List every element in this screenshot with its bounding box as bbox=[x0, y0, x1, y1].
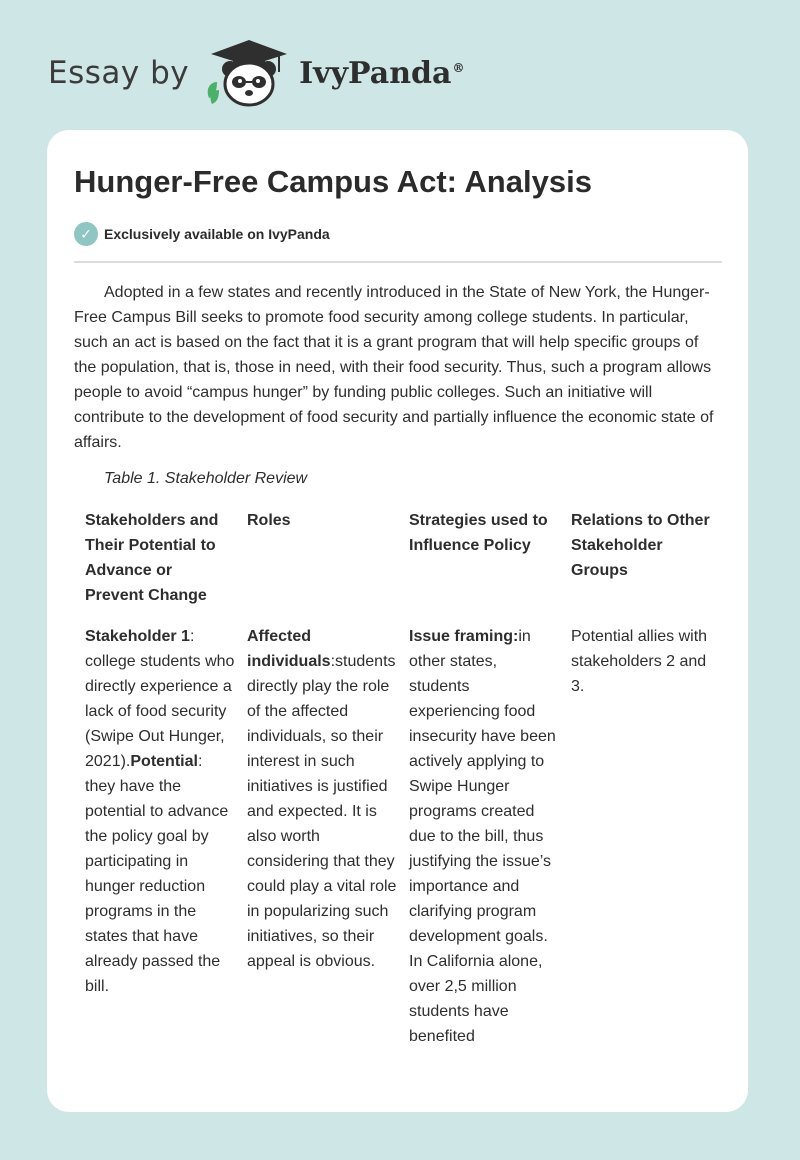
table-header-strategies: Strategies used to Influence Policy bbox=[409, 512, 548, 554]
intro-paragraph: Adopted in a few states and recently introduced in the State of New York, the Hunger-Free Campus Bill seeks to promote food security among college students. In particular, such an act is based on the fact that it is a grant program that will help specific groups of the population, that is, those in need, with their food security. Thus, such a program allows people to avoid “campus hunger” by funding public colleges. Such an initiative will contribute to the development of food security and partially influence the economic state of affairs. bbox=[74, 284, 714, 451]
table-caption: Table 1. Stakeholder Review bbox=[104, 470, 308, 487]
essay-card bbox=[47, 130, 748, 1112]
check-icon: ✓ bbox=[74, 222, 98, 246]
divider bbox=[74, 261, 722, 263]
brand-name-text: IvyPanda bbox=[299, 55, 452, 91]
registered-mark: ® bbox=[452, 60, 465, 75]
table-header-relations: Relations to Other Stakeholder Groups bbox=[571, 512, 710, 579]
cell-text: :students directly play the role of the affected individuals, so their interest in such initiatives is justified and expected. It is also worth considering that they could play a vital role in popularizing such initiatives, so their appeal is obvious. bbox=[247, 653, 397, 970]
table-cell-roles-1 bbox=[247, 624, 409, 1049]
stakeholder-table bbox=[85, 508, 733, 1049]
cell-text: Potential allies with stakeholders 2 and 3. bbox=[571, 628, 708, 695]
brand-name bbox=[299, 56, 464, 91]
table-header-stakeholders: Stakeholders and Their Potential to Advance or Prevent Change bbox=[85, 512, 219, 604]
cell-text: : college students who directly experience a lack of food security (Swipe Out Hunger, 2021). bbox=[85, 628, 235, 770]
exclusive-label: Exclusively available on IvyPanda bbox=[104, 226, 330, 242]
cell-text: : they have the potential to advance the policy goal by participating in hunger reduction programs in the states that have already passed the bill. bbox=[85, 753, 229, 995]
table-cell-relations-1 bbox=[571, 624, 733, 1049]
cell-bold: Affected individuals bbox=[247, 628, 331, 670]
page-title: Hunger-Free Campus Act: Analysis bbox=[74, 164, 592, 199]
cell-bold: Stakeholder 1 bbox=[85, 628, 190, 645]
brand-logo[interactable] bbox=[48, 38, 464, 108]
panda-logo-icon bbox=[203, 38, 295, 108]
cell-bold: Potential bbox=[130, 753, 198, 770]
table-cell-strategies-1 bbox=[409, 624, 571, 1049]
table-header-roles: Roles bbox=[247, 512, 291, 529]
table-cell-stakeholder-1 bbox=[85, 624, 247, 1049]
exclusive-badge bbox=[74, 221, 330, 247]
brand-essay-by: Essay by bbox=[48, 55, 190, 91]
cell-text: in other states, students experiencing food insecurity have been actively applying to Swipe Hunger programs created due to the bill, thus justifying the issue’s importance and clarifying program development goals. In California alone, over 2,5 million students have benefited bbox=[409, 628, 556, 1045]
cell-bold: Issue framing: bbox=[409, 628, 519, 645]
